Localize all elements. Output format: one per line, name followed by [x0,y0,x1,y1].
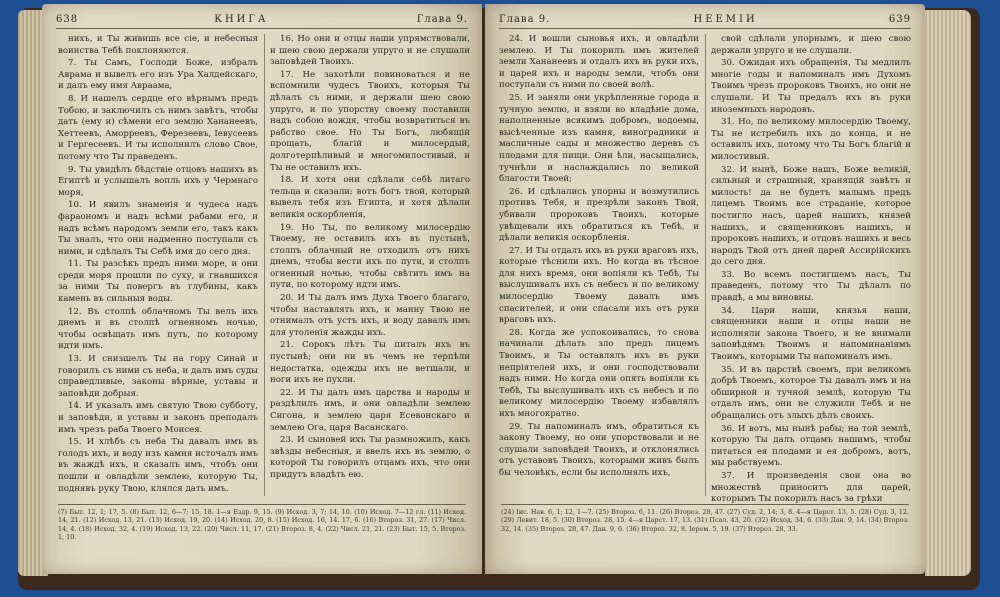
verse-paragraph: 34. Цари наши, князья наши, священники наши и отцы наши не исполняли закона Твоего, и не внимали заповѣдямъ Твоимъ и напоминаніямъ Твоимъ, которыми Ты напоминалъ имъ. [711,305,911,363]
left-column-1 [58,34,258,496]
verse-paragraph: 17. Не захотѣли повиноваться и не вспомнили чудесъ Твоихъ, которыя Ты дѣлалъ съ ними, и держали шею свою упруго, и по упорству своему поставили надъ собою вождя, чтобы возвратиться въ рабство свое. Но Ты Богъ, любящій прощать, благій и милосердый, долготерпѣливый и многомилостивый, и Ты не оставилъ ихъ. [270,69,470,173]
left-footnotes: (7) Быт. 12, 1; 17, 5. (8) Быт. 12, 6—7; 15, 18. 1—я Ездр. 9, 15. (9) Исход. 3, 7; 14, 10. (10) Исход. 7—12 гл. (11) Исход. 14, 21. (12) Исход. 13, 21. (13) Исход. 19, 20. (14) Исход. 20, 8. (15) Исход. 16, 14. 17, 6. (16) Второз. 31, 27. (17) Числ. 14, 4. (18) Исход. 32, 4. (19) Исход. 13, 22. (20) Числ. 11, 17. (21) Второз. 8, 4. (22) Числ. 21, 21. (23) Быт. 15, 5. Второз. 1, 10. [58,504,466,566]
verse-paragraph: 19. Но Ты, по великому милосердію Твоему, не оставилъ ихъ въ пустынѣ, столпъ облачный не отходилъ отъ нихъ днемъ, чтобы вести ихъ по пути, и столпъ огненный ночью, чтобы свѣтить имъ на пути, по которому идти имъ. [270,222,470,291]
verse-paragraph: 35. И въ царствѣ своемъ, при великомъ добрѣ Твоемъ, которое Ты давалъ имъ и на обширной и тучной землѣ, которую Ты отдалъ имъ, они не служили Тебѣ и не обращались отъ злыхъ дѣлъ своихъ. [711,364,911,421]
right-column-2 [711,34,911,505]
verse-paragraph: 7. Ты Самъ, Господи Боже, избралъ Аврама и вывелъ его изъ Ура Халдейскаго, и далъ ему имя Авраама, [58,58,258,92]
verse-paragraph: 10. И явилъ знаменія и чудеса надъ фараономъ и надъ всѣми рабами его, и надъ всѣмъ народомъ земли его, такъ какъ Ты зналъ, что они надменно поступали съ ними, и сдѣлалъ Ты Себѣ имя до сего дня. [58,200,258,257]
right-running-head [499,14,911,29]
left-running-head [56,14,468,29]
left-page [42,4,482,574]
verse-paragraph: свой сдѣлали упорнымъ, и шею свою держали упруго и не слушали. [711,34,911,56]
verse-paragraph: 20. И Ты далъ имъ Духа Твоего благаго, чтобы наставлять ихъ, и манну Твою не отнималъ отъ устъ ихъ, и воду давалъ имъ для утоленія жажды ихъ. [270,293,470,338]
left-page-number: 638 [56,14,79,25]
verse-paragraph: 14. И указалъ имъ святую Твою субботу, и заповѣди, и уставы и законъ преподалъ имъ чрезъ раба Твоего Моисея. [58,401,258,435]
right-page-number: 639 [888,14,911,25]
right-chapter-label: Глава 9. [499,14,551,25]
verse-paragraph: 29. Ты напоминалъ имъ, обратиться къ закону Твоему, но они упорствовали и не слушали заповѣдей Твоихъ, и отклонялись отъ уставовъ Твоихъ, которыми живъ былъ бы человѣкъ, если бы исполнялъ ихъ, [499,421,699,478]
left-book-title: КНИГА [214,14,269,25]
verse-paragraph: 26. И сдѣлались упорны и возмутились противъ Тебя, и презрѣли законъ Твой, убивали пророковъ Твоихъ, которые увѣщевали ихъ обратиться къ Тебѣ, и дѣлали великія оскорбленія. [499,186,699,244]
verse-paragraph: 28. Когда же успокоивались, то снова начинали дѣлать зло предъ лицемъ Твоимъ, и Ты оставлялъ ихъ въ руки непріятелей ихъ, и они господствовали надъ ними. Но когда они опять вопіяли къ Тебѣ, Ты выслушивалъ ихъ съ небесъ и по великому милосердію Твоему избавлялъ ихъ многократно. [499,327,699,419]
verse-paragraph: 11. Ты разсѣкъ предъ ними море, и они среди моря прошли по суху, и гнавшихся за ними Ты повергъ въ глубины, какъ камень въ сильныя воды. [58,259,258,305]
verse-paragraph: 30. Ожидая ихъ обращенія, Ты медлилъ многіе годы и напоминалъ имъ Духомъ Твоимъ чрезъ пророковъ Твоихъ, но они не слушали. И Ты предалъ ихъ въ руки иноземныхъ народовъ. [711,58,911,115]
verse-paragraph: 37. И произведенія свои она во множествѣ приноситъ для царей, которымъ Ты покорилъ насъ за грѣхи [711,470,911,505]
verse-paragraph: 24. И вошли сыновья ихъ, и овладѣли землею. И Ты покорилъ имъ жителей земли Хананеевъ и отдалъ ихъ въ руки ихъ, и царей ихъ и народы земли, чтобъ они поступали съ ними по своей волѣ. [499,34,699,91]
verse-paragraph: 8. И нашелъ сердце его вѣрнымъ предъ Тобою, и заключилъ съ нимъ завѣтъ, чтобы дать (ему и) сѣмени его землю Хананеевъ, Хеттеевъ, Аморреевъ, Ферезеевъ, Іевусеевъ и Гергесеевъ. И ты исполнилъ слово Свое, потому что Ты праведенъ. [58,93,258,162]
column-divider [264,34,265,496]
left-chapter-label: Глава 9. [416,14,468,25]
right-footnotes: (24) Іис. Нав. 6, 1; 12, 1—7. (25) Второз. 6, 11. (26) Второз. 28, 47. (27) Суд. 2, 14; 3, 8. 4—я Царст. 13, 5. (28) Суд. 3, 12. (29) Левит. 18, 5. (30) Второз. 28, 15. 4—я Царст. 17, 13. (31) Псал. 43, 20. (32) Исход. 34, 6. (33) Дан. 9, 14. (34) Второз. 32, 14. (35) Второз. 28, 47. Дан. 9, 6. (36) Второз. 32, 8. Іерем. 5, 19. (37) Второз. 28, 33. [501,504,909,566]
verse-paragraph: 15. И хлѣбъ съ неба Ты давалъ имъ въ голодъ ихъ, и воду изъ камня источалъ имъ въ жаждѣ ихъ, и сказалъ имъ, чтобъ они пошли и овладѣли землею, которую Ты, поднявъ руку Твою, клялся дать имъ. [58,437,258,494]
right-page-edges [925,10,971,576]
verse-paragraph: 9. Ты увидѣлъ бѣдствіе отцовъ нашихъ въ Египтѣ и услышалъ вопль ихъ у Чермнаго моря, [58,164,258,198]
column-divider [705,34,706,496]
verse-paragraph: 21. Сорокъ лѣтъ Ты питалъ ихъ въ пустынѣ; они ни въ чемъ не терпѣли недостатка, одежды ихъ не ветшали, и ноги ихъ не пухли. [270,340,470,386]
verse-paragraph: ниxъ, и Ты живишь все сіе, и небесныя воинства Тебѣ поклоняются. [58,34,258,56]
verse-paragraph: 18. И хотя они сдѣлали себѣ литаго тельца и сказали: вотъ богъ твой, который вывелъ тебя изъ Египта, и хотя дѣлали великія оскорбленія, [270,175,470,220]
left-column-2 [270,34,470,496]
right-column-1 [499,34,699,496]
right-page [485,4,925,574]
verse-paragraph: 23. И сыновей ихъ Ты размножилъ, какъ звѣзды небесныя, и ввелъ ихъ въ землю, о которой Ты говорилъ отцамъ ихъ, что они придутъ владѣть ею. [270,435,470,480]
verse-paragraph: 25. И заняли они укрѣпленные города и тучную землю, и взяли во владѣніе дома, наполненные всякимъ добромъ, водоемы, высѣченные изъ камня, виноградники и масличные сады и множество деревъ съ плодами для пищи. Они ѣли, насыщались, тучнѣли и наслаждались по великой благости Твоей; [499,92,699,185]
verse-paragraph: 31. Но, по великому милосердію Твоему, Ты не истребилъ ихъ до конца, и не оставилъ ихъ, потому что Ты Богъ благій и милостивый. [711,117,911,162]
verse-paragraph: 36. И вотъ, мы нынѣ рабы; на той землѣ, которую Ты далъ отцамъ нашимъ, чтобы питаться ея плодами и ея добромъ, вотъ, мы рабствуемъ. [711,423,911,469]
verse-paragraph: 16. Но они и отцы наши упрямствовали, и шею свою держали упруго и не слушали заповѣдей Твоихъ. [270,34,470,68]
verse-paragraph: 33. Во всемъ постигшемъ насъ, Ты праведенъ, потому что Ты дѣлалъ по правдѣ, а мы виновны. [711,269,911,304]
verse-paragraph: 13. И снизшелъ Ты на гору Синай и говорилъ съ ними съ неба, и далъ имъ суды справедливые, законы вѣрные, уставы и заповѣди добрыя. [58,354,258,399]
verse-paragraph: 32. И нынѣ, Боже нашъ, Боже великій, сильный и страшный, хранящій завѣтъ и милость! да не будетъ малымъ предъ лицемъ Твоимъ все страданіе, которое постигло насъ, царей нашихъ, князей нашихъ, и священниковъ нашихъ, и пророковъ нашихъ, и отцовъ нашихъ и весь народъ Твой отъ дней царей Ассирійскихъ до сего дня. [711,164,911,268]
verse-paragraph: 27. И Ты отдалъ ихъ въ руки враговъ ихъ, которые тѣснили ихъ. Но когда въ тѣсное для нихъ время, они вопіяли къ Тебѣ, Ты выслушивалъ ихъ съ небесъ и по великому милосердію Твоему давалъ имъ спасителей, и они спасали ихъ отъ руки враговъ ихъ. [499,245,699,326]
verse-paragraph: 12. Въ столпѣ облачномъ Ты велъ ихъ днемъ и въ столпѣ огненномъ ночью, чтобы освѣщать имъ путь, по которому идти имъ. [58,306,258,352]
verse-paragraph: 22. И Ты далъ имъ царства и народы и раздѣлилъ имъ, и они овладѣли землею Сигона, и землею царя Есевонскаго и землею Ога, царя Васанскаго. [270,387,470,433]
right-book-title: НЕЕМІИ [693,14,758,25]
